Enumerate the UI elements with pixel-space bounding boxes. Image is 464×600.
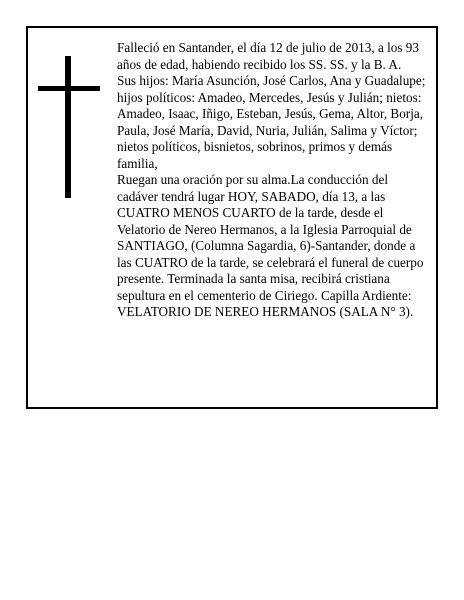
notice-text [117, 40, 427, 321]
family-members: Sus hijos: María Asunción, José Carlos, Ana y Guadalupe; hijos políticos: Amadeo, Mercedes, Jesús y Julián; nietos: Amadeo, Isaac, Iñigo, Esteban, Jesús, Gema, Altor, Borja, Paula, José María, David, Nuria, Julián, Salima y Víctor; nietos políticos, bisnietos, sobrinos, primos y demás familia, [117, 73, 426, 171]
latin-cross-icon [38, 56, 100, 198]
cross-vertical-bar [65, 56, 71, 198]
funeral-details: Ruegan una oración por su alma.La conducción del cadáver tendrá lugar HOY, SABADO, día 13, a las CUATRO MENOS CUARTO de la tarde, desde el Velatorio de Nereo Hermanos, a la Iglesia Parroquial de SANTIAGO, (Columna Sagardia, 6)-Santander, donde a las CUATRO de la tarde, se celebrará el funeral de cuerpo presente. Terminada la santa misa, recibirá cristiana sepultura en el cementerio de Ciriego. Capilla Ardiente: VELATORIO DE NEREO HERMANOS (SALA N° 3). [117, 172, 424, 319]
cross-horizontal-bar [38, 86, 100, 91]
death-announcement: Falleció en Santander, el día 12 de julio de 2013, a los 93 años de edad, habiendo recibido los SS. SS. y la B. A. [117, 40, 419, 72]
obituary-notice [26, 26, 438, 409]
